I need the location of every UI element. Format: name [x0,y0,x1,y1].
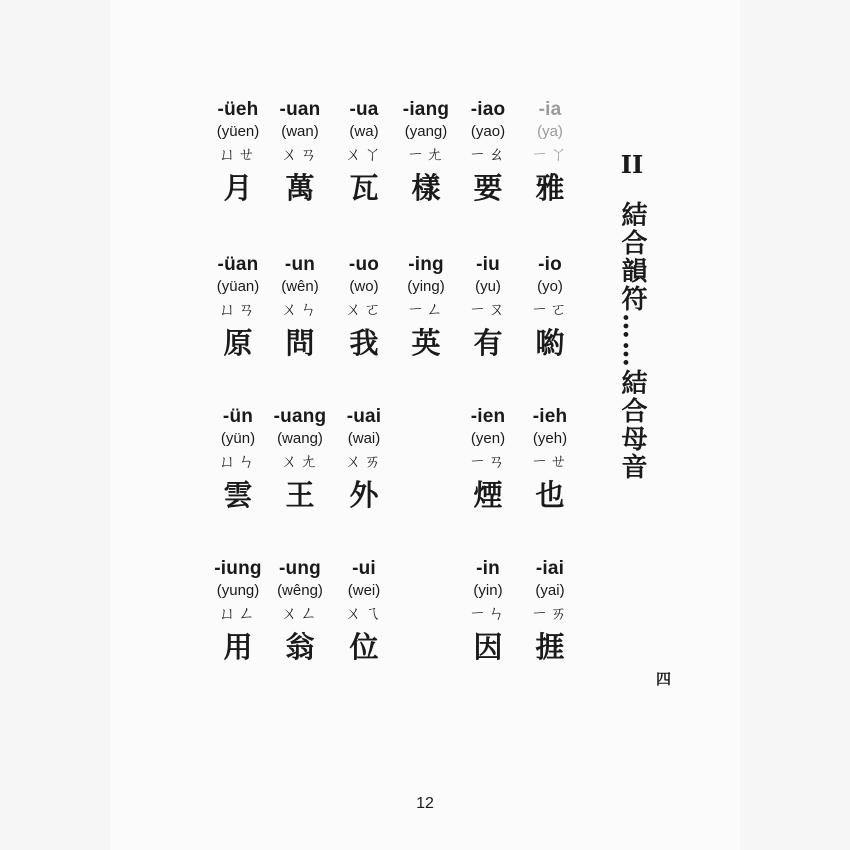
romanization: (ying) [407,278,445,295]
romanization: (yin) [473,582,503,599]
final-label: -uo [348,254,380,275]
final-label: -ing [408,254,444,275]
section-numeral: II [620,150,644,179]
romanization: (yün) [220,430,256,447]
final-label: -ieh [532,406,568,427]
romanization: (wêng) [277,582,323,599]
table-cell [510,557,590,667]
final-label: -ün [222,406,254,427]
romanization: (yo) [537,278,563,295]
zhuyin-symbols: ㄧㄠ [469,145,507,165]
final-label: -ui [352,558,376,579]
zhuyin-symbols: ㄩㄣ [219,452,257,472]
zhuyin-symbols: ㄨㄥ [281,604,319,624]
romanization: (yüan) [216,278,260,295]
example-character: 王 [285,478,315,512]
example-character: 喲 [535,326,565,360]
zhuyin-symbols: ㄧㄚ [531,145,569,165]
romanization: (yung) [216,582,260,599]
zhuyin-symbols: ㄩㄝ [219,145,257,165]
final-label: -iao [470,99,506,120]
zhuyin-symbols: ㄨㄞ [345,452,383,472]
final-label: -ia [538,99,562,120]
section-heading [612,150,652,481]
zhuyin-symbols: ㄩㄥ [219,604,257,624]
romanization: (yüen) [216,123,260,140]
final-label: -uang [273,406,327,427]
romanization: (yeh) [532,430,568,447]
example-character: 外 [349,478,379,512]
final-label: -üan [217,254,259,275]
final-label: -ien [470,406,506,427]
final-label: -iung [214,558,262,579]
zhuyin-symbols: ㄧㄡ [469,300,507,320]
page-number: 12 [416,795,434,812]
romanization: (wên) [281,278,319,295]
table-cell [324,405,404,515]
example-character: 用 [223,630,253,664]
chinese-page-number: 四 [656,670,672,688]
zhuyin-symbols: ㄧㄛ [531,300,569,320]
table-cell [510,98,590,208]
final-label: -iu [476,254,500,275]
example-character: 原 [223,326,253,360]
final-label: -uan [279,99,321,120]
romanization: (yao) [470,123,506,140]
example-character: 有 [473,326,503,360]
example-character: 問 [285,326,315,360]
example-character: 月 [223,171,253,205]
zhuyin-symbols: ㄩㄢ [219,300,257,320]
zhuyin-symbols: ㄨㄛ [345,300,383,320]
romanization: (wa) [349,123,379,140]
example-character: 瓦 [349,171,379,205]
romanization: (wang) [277,430,323,447]
romanization: (wo) [349,278,379,295]
zhuyin-symbols: ㄨㄢ [281,145,319,165]
example-character: 萬 [285,171,315,205]
final-label: -in [476,558,500,579]
zhuyin-symbols: ㄧㄞ [531,604,569,624]
zhuyin-symbols: ㄧㄝ [531,452,569,472]
zhuyin-symbols: ㄧㄣ [469,604,507,624]
table-cell [324,557,404,667]
zhuyin-symbols: ㄨㄟ [345,604,383,624]
final-label: -io [538,254,562,275]
final-label: -un [284,254,316,275]
final-label: -iai [535,558,565,579]
example-character: 也 [535,478,565,512]
example-character: 樣 [411,171,441,205]
example-character: 雅 [535,171,565,205]
zhuyin-symbols: ㄨㄚ [345,145,383,165]
zhuyin-symbols: ㄧㄤ [407,145,445,165]
example-character: 捱 [535,630,565,664]
example-character: 因 [473,630,503,664]
romanization: (yai) [535,582,565,599]
example-character: 煙 [473,478,503,512]
example-character: 位 [349,630,379,664]
zhuyin-symbols: ㄨㄤ [281,452,319,472]
romanization: (wai) [347,430,381,447]
zhuyin-symbols: ㄨㄣ [281,300,319,320]
romanization: (yu) [475,278,501,295]
romanization: (ya) [537,123,563,140]
table-cell [510,405,590,515]
final-label: -uai [346,406,382,427]
table-cell [510,253,590,363]
final-label: -iang [402,99,450,120]
romanization: (wei) [347,582,381,599]
example-character: 雲 [223,478,253,512]
example-character: 我 [349,326,379,360]
example-character: 英 [411,326,441,360]
final-label: -ua [349,99,379,120]
romanization: (wan) [281,123,319,140]
final-label: -üeh [217,99,259,120]
example-character: 翁 [285,630,315,664]
example-character: 要 [473,171,503,205]
zhuyin-symbols: ㄧㄥ [407,300,445,320]
final-label: -ung [279,558,321,579]
zhuyin-symbols: ㄧㄢ [469,452,507,472]
section-title: 結合韻符……結合母音 [617,201,647,481]
romanization: (yang) [404,123,448,140]
romanization: (yen) [470,430,506,447]
